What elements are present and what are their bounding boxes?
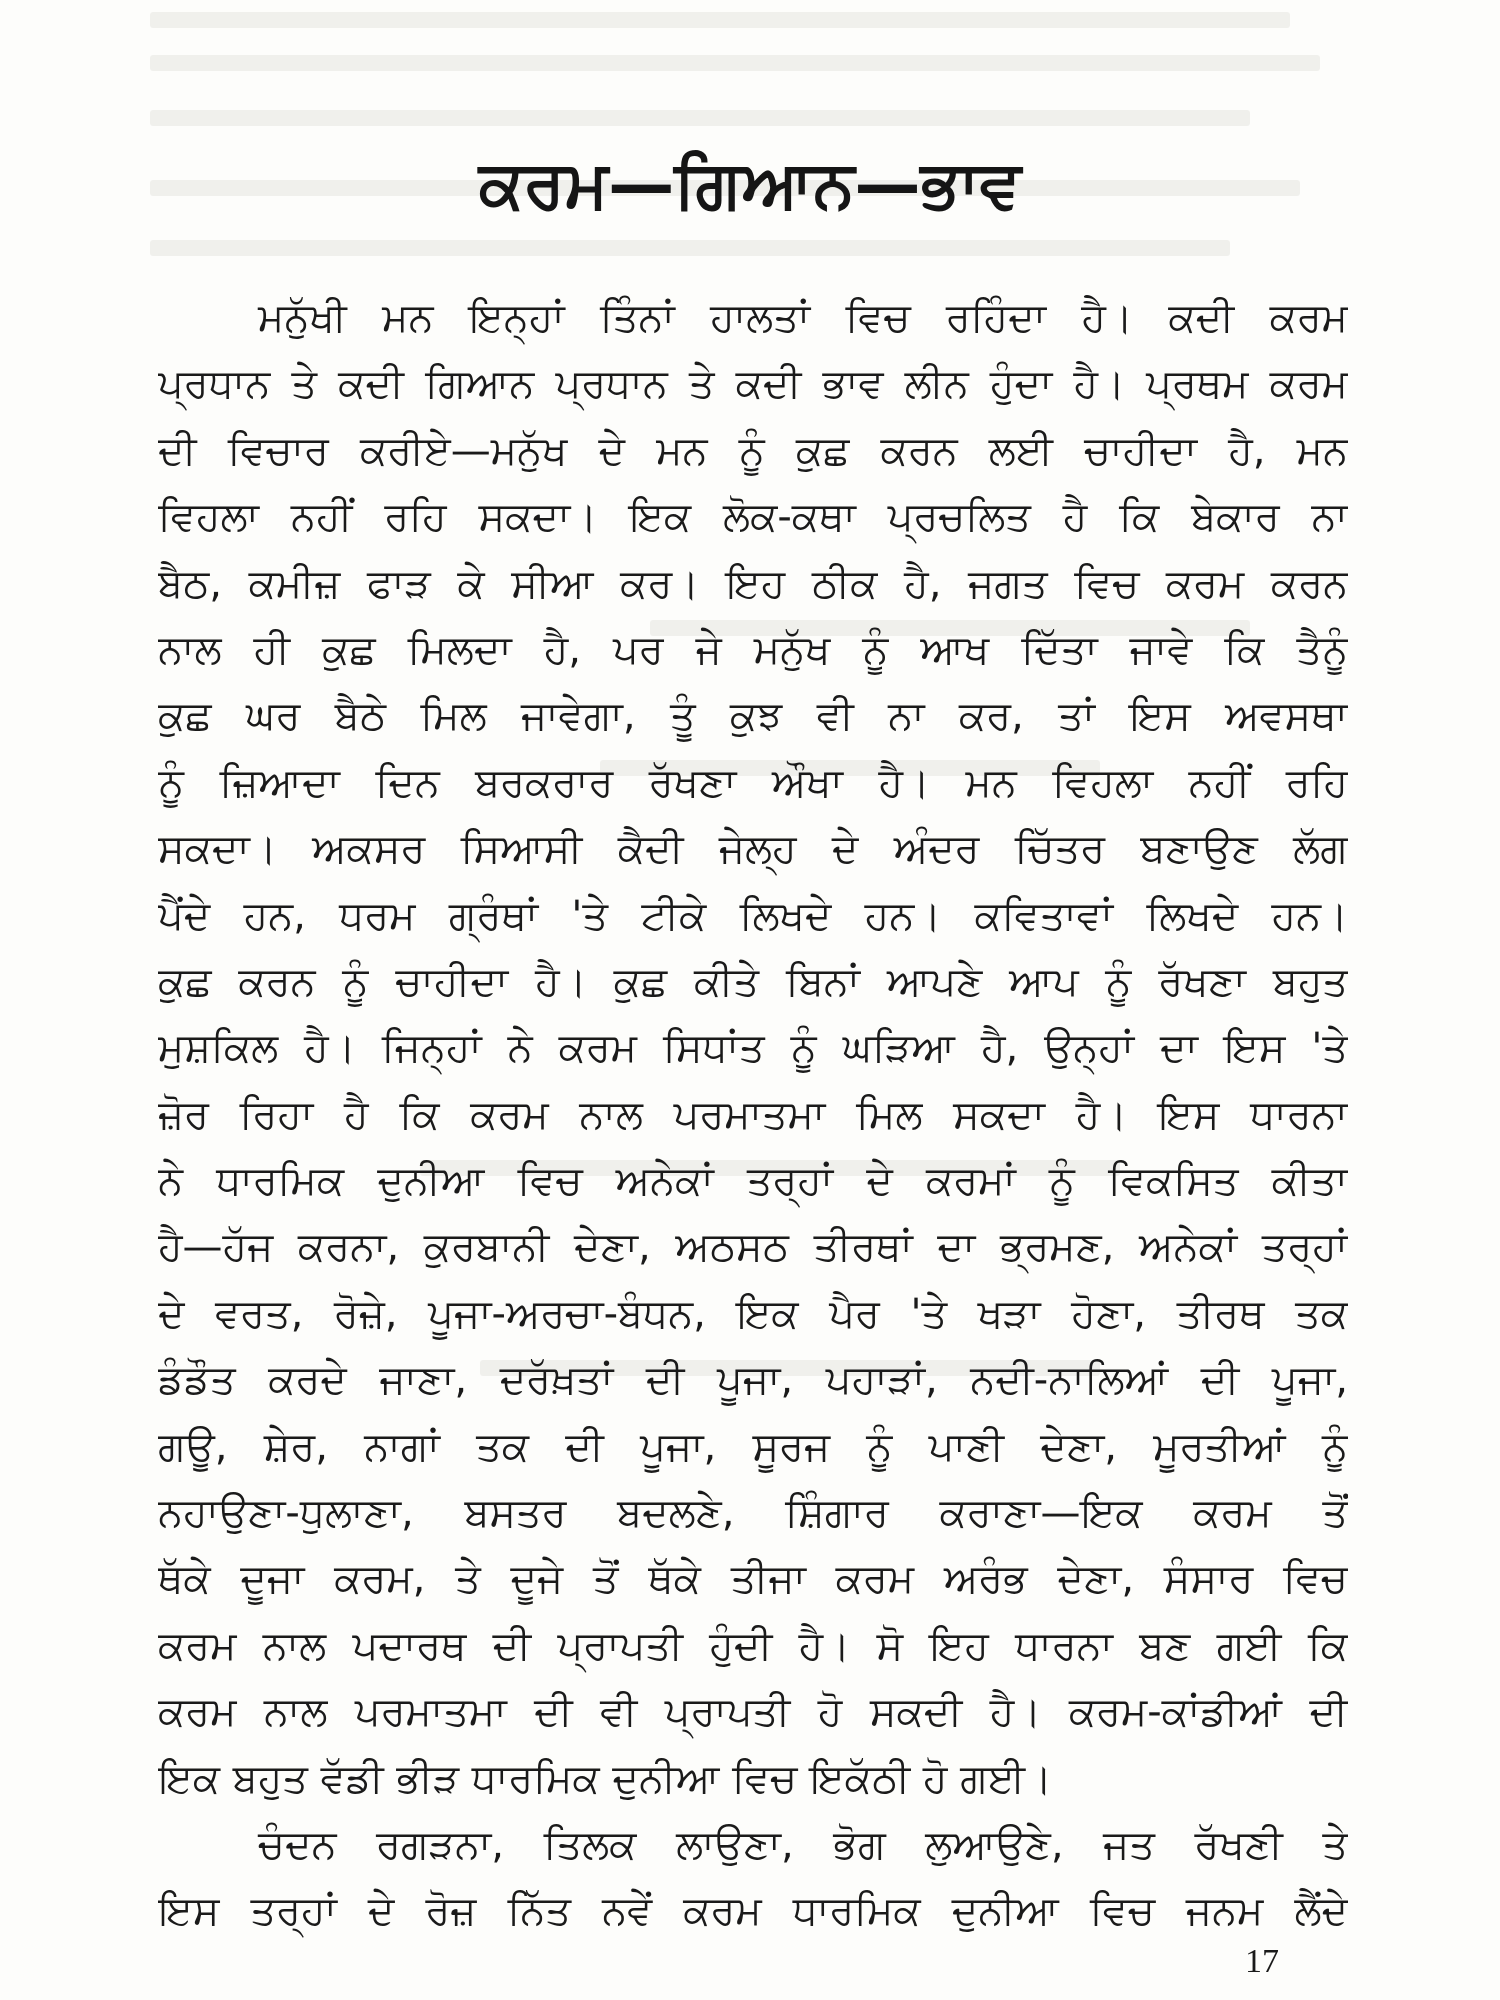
text-line: ਕੁਛ ਘਰ ਬੈਠੇ ਮਿਲ ਜਾਵੇਗਾ, ਤੂੰ ਕੁਝ ਵੀ ਨਾ ਕਰ, ਤਾਂ ਇਸ ਅਵਸਥਾ bbox=[158, 693, 1348, 740]
text-line: ਹੈ—ਹੱਜ ਕਰਨਾ, ਕੁਰਬਾਨੀ ਦੇਣਾ, ਅਠਸਠ ਤੀਰਥਾਂ ਦਾ ਭ੍ਰਮਣ, ਅਨੇਕਾਂ ਤਰ੍ਹਾਂ bbox=[158, 1224, 1348, 1271]
text-line: ਕੁਛ ਕਰਨ ਨੂੰ ਚਾਹੀਦਾ ਹੈ। ਕੁਛ ਕੀਤੇ ਬਿਨਾਂ ਆਪਣੇ ਆਪ ਨੂੰ ਰੱਖਣਾ ਬਹੁਤ bbox=[158, 958, 1348, 1005]
text-line: ਮੁਸ਼ਕਿਲ ਹੈ। ਜਿਨ੍ਹਾਂ ਨੇ ਕਰਮ ਸਿਧਾਂਤ ਨੂੰ ਘੜਿਆ ਹੈ, ਉਨ੍ਹਾਂ ਦਾ ਇਸ 'ਤੇ bbox=[158, 1025, 1348, 1072]
text-line: ਬੈਠ, ਕਮੀਜ਼ ਫਾੜ ਕੇ ਸੀਆ ਕਰ। ਇਹ ਠੀਕ ਹੈ, ਜਗਤ ਵਿਚ ਕਰਮ ਕਰਨ bbox=[158, 560, 1348, 607]
text-line: ਪੈਂਦੇ ਹਨ, ਧਰਮ ਗ੍ਰੰਥਾਂ 'ਤੇ ਟੀਕੇ ਲਿਖਦੇ ਹਨ। ਕਵਿਤਾਵਾਂ ਲਿਖਦੇ ਹਨ। bbox=[158, 892, 1348, 939]
text-line: ਨੂੰ ਜ਼ਿਆਦਾ ਦਿਨ ਬਰਕਰਾਰ ਰੱਖਣਾ ਔਖਾ ਹੈ। ਮਨ ਵਿਹਲਾ ਨਹੀਂ ਰਹਿ bbox=[158, 759, 1348, 806]
text-line: ਪ੍ਰਧਾਨ ਤੇ ਕਦੀ ਗਿਆਨ ਪ੍ਰਧਾਨ ਤੇ ਕਦੀ ਭਾਵ ਲੀਨ ਹੁੰਦਾ ਹੈ। ਪ੍ਰਥਮ ਕਰਮ bbox=[158, 361, 1348, 408]
text-line: ਚੰਦਨ ਰਗੜਨਾ, ਤਿਲਕ ਲਾਉਣਾ, ਭੋਗ ਲੁਆਉਣੇ, ਜਤ ਰੱਖਣੀ ਤੇ bbox=[258, 1821, 1348, 1868]
text-line: ਵਿਹਲਾ ਨਹੀਂ ਰਹਿ ਸਕਦਾ। ਇਕ ਲੋਕ-ਕਥਾ ਪ੍ਰਚਲਿਤ ਹੈ ਕਿ ਬੇਕਾਰ ਨਾ bbox=[158, 494, 1348, 541]
text-line: ਦੀ ਵਿਚਾਰ ਕਰੀਏ—ਮਨੁੱਖ ਦੇ ਮਨ ਨੂੰ ਕੁਛ ਕਰਨ ਲਈ ਚਾਹੀਦਾ ਹੈ, ਮਨ bbox=[158, 427, 1348, 474]
page-number: 17 bbox=[1245, 1943, 1279, 1980]
text-line: ਨਹਾਉਣਾ-ਧੁਲਾਣਾ, ਬਸਤਰ ਬਦਲਣੇ, ਸ਼ਿੰਗਾਰ ਕਰਾਣਾ—ਇਕ ਕਰਮ ਤੋਂ bbox=[158, 1490, 1348, 1537]
text-line: ਦੇ ਵਰਤ, ਰੋਜ਼ੇ, ਪੂਜਾ-ਅਰਚਾ-ਬੰਧਨ, ਇਕ ਪੈਰ 'ਤੇ ਖੜਾ ਹੋਣਾ, ਤੀਰਥ ਤਕ bbox=[158, 1290, 1348, 1337]
text-line: ਇਸ ਤਰ੍ਹਾਂ ਦੇ ਰੋਜ਼ ਨਿੱਤ ਨਵੇਂ ਕਰਮ ਧਾਰਮਿਕ ਦੁਨੀਆ ਵਿਚ ਜਨਮ ਲੈਂਦੇ bbox=[158, 1888, 1348, 1935]
text-line: ਇਕ ਬਹੁਤ ਵੱਡੀ ਭੀੜ ਧਾਰਮਿਕ ਦੁਨੀਆ ਵਿਚ ਇਕੱਠੀ ਹੋ ਗਈ। bbox=[158, 1755, 1053, 1802]
text-line: ਕਰਮ ਨਾਲ ਪਦਾਰਥ ਦੀ ਪ੍ਰਾਪਤੀ ਹੁੰਦੀ ਹੈ। ਸੋ ਇਹ ਧਾਰਨਾ ਬਣ ਗਈ ਕਿ bbox=[158, 1622, 1348, 1669]
text-line: ਕਰਮ ਨਾਲ ਪਰਮਾਤਮਾ ਦੀ ਵੀ ਪ੍ਰਾਪਤੀ ਹੋ ਸਕਦੀ ਹੈ। ਕਰਮ-ਕਾਂਡੀਆਂ ਦੀ bbox=[158, 1689, 1348, 1736]
chapter-title: ਕਰਮ—ਗਿਆਨ—ਭਾਵ bbox=[478, 146, 1022, 223]
text-line: ਮਨੁੱਖੀ ਮਨ ਇਨ੍ਹਾਂ ਤਿੰਨਾਂ ਹਾਲਤਾਂ ਵਿਚ ਰਹਿੰਦਾ ਹੈ। ਕਦੀ ਕਰਮ bbox=[258, 295, 1348, 341]
text-line: ਡੰਡੌਤ ਕਰਦੇ ਜਾਣਾ, ਦਰੱਖ਼ਤਾਂ ਦੀ ਪੂਜਾ, ਪਹਾੜਾਂ, ਨਦੀ-ਨਾਲਿਆਂ ਦੀ ਪੂਜਾ, bbox=[158, 1357, 1348, 1404]
text-line: ਸਕਦਾ। ਅਕਸਰ ਸਿਆਸੀ ਕੈਦੀ ਜੇਲ੍ਹ ਦੇ ਅੰਦਰ ਚਿੱਤਰ ਬਣਾਉਣ ਲੱਗ bbox=[158, 826, 1348, 873]
text-line: ਜ਼ੋਰ ਰਿਹਾ ਹੈ ਕਿ ਕਰਮ ਨਾਲ ਪਰਮਾਤਮਾ ਮਿਲ ਸਕਦਾ ਹੈ। ਇਸ ਧਾਰਨਾ bbox=[158, 1091, 1348, 1138]
text-line: ਨੇ ਧਾਰਮਿਕ ਦੁਨੀਆ ਵਿਚ ਅਨੇਕਾਂ ਤਰ੍ਹਾਂ ਦੇ ਕਰਮਾਂ ਨੂੰ ਵਿਕਸਿਤ ਕੀਤਾ bbox=[158, 1158, 1348, 1205]
body-text bbox=[158, 285, 1348, 1945]
text-line: ਨਾਲ ਹੀ ਕੁਛ ਮਿਲਦਾ ਹੈ, ਪਰ ਜੇ ਮਨੁੱਖ ਨੂੰ ਆਖ ਦਿੱਤਾ ਜਾਵੇ ਕਿ ਤੈਨੂੰ bbox=[158, 626, 1348, 673]
text-line: ਥੱਕੇ ਦੂਜਾ ਕਰਮ, ਤੇ ਦੂਜੇ ਤੋਂ ਥੱਕੇ ਤੀਜਾ ਕਰਮ ਅਰੰਭ ਦੇਣਾ, ਸੰਸਾਰ ਵਿਚ bbox=[158, 1556, 1348, 1603]
text-line: ਗਊ, ਸ਼ੇਰ, ਨਾਗਾਂ ਤਕ ਦੀ ਪੂਜਾ, ਸੂਰਜ ਨੂੰ ਪਾਣੀ ਦੇਣਾ, ਮੂਰਤੀਆਂ ਨੂੰ bbox=[158, 1423, 1348, 1470]
